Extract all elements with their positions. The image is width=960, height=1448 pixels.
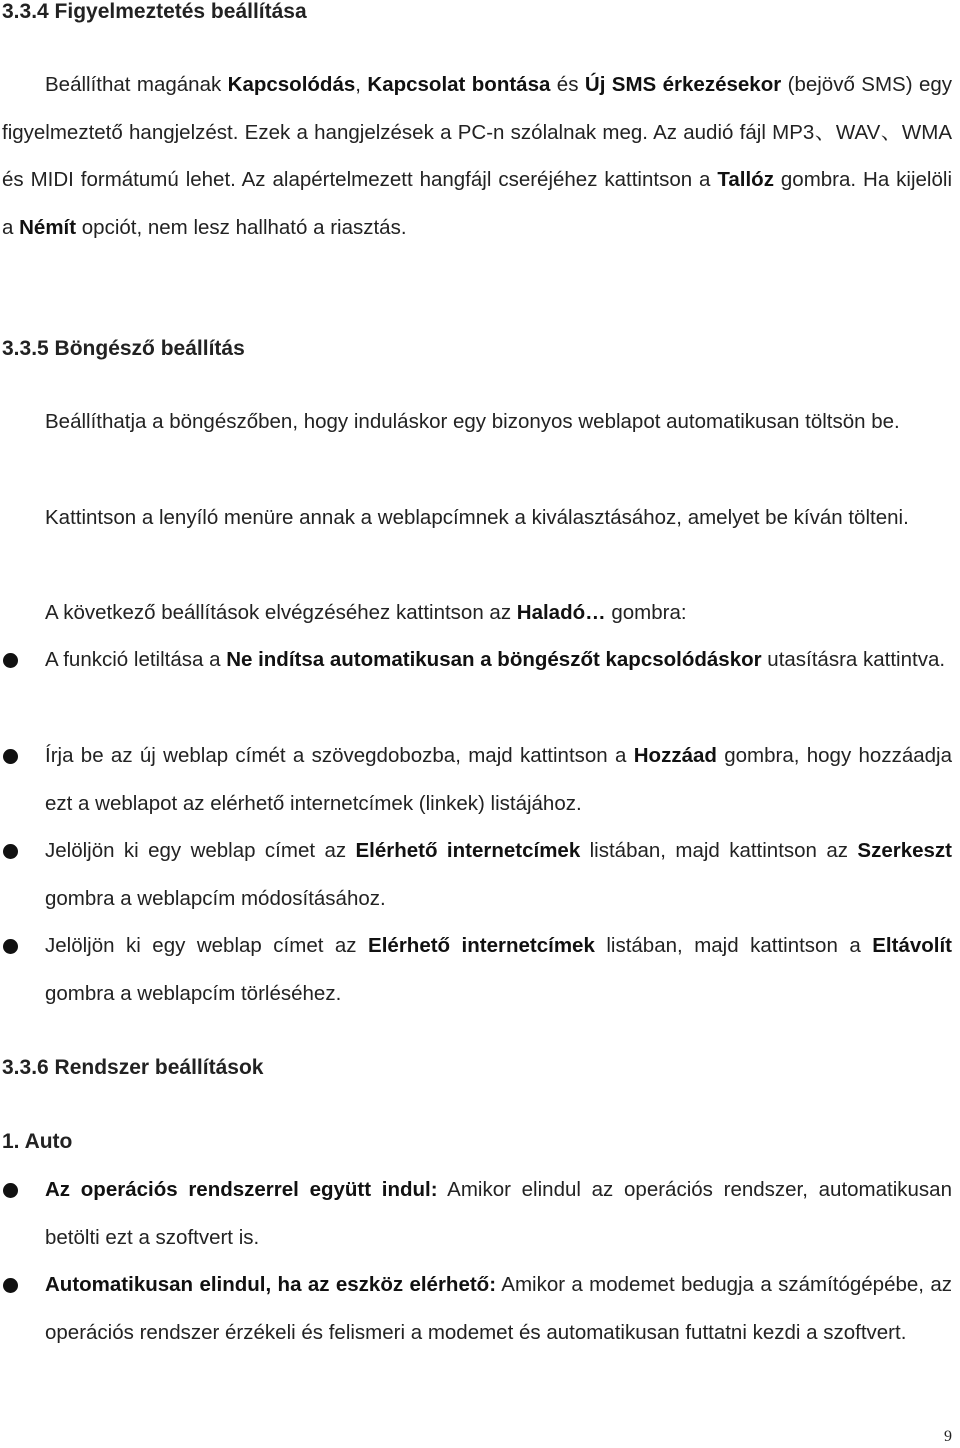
paragraph-bongeszo-1: Beállíthatja a böngészőben, hogy induláskor egy bizonyos weblapot automatikusan töltsön be. [45, 410, 900, 433]
list-item [0, 636, 952, 684]
subheading-auto: 1. Auto [2, 1130, 73, 1153]
list-item [0, 922, 952, 1017]
list-item-text: Automatikusan elindul, ha az eszköz elérhető: Amikor a modemet bedugja a számítógépébe, az operációs rendszer érzékeli és felismeri a modemet és automatikusan futtatni kezdi a szoftvert. [45, 1273, 952, 1344]
section-heading-rendszer: 3.3.6 Rendszer beállítások [2, 1056, 264, 1079]
paragraph-bongeszo-2: Kattintson a lenyíló menüre annak a weblapcímnek a kiválasztásához, amelyet be kíván tölteni. [45, 506, 909, 529]
paragraph-figyelmeztetes: Beállíthat magának Kapcsolódás, Kapcsolat bontása és Új SMS érkezésekor (bejövő SMS) egy figyelmeztető hangjelzést. Ezek a hangjelzések a PC-n szólalnak meg. Az audió fájl MP3、WAV、WMA és MIDI formátumú lehet. Az alapértelmezett hangfájl cseréjéhez kattintson a Tallóz gombra. Ha kijelöli a Némít opciót, nem lesz hallható a riasztás. [2, 73, 953, 239]
list-item-text: Jelöljön ki egy weblap címet az Elérhető internetcímek listában, majd kattintson a Eltávolít gombra a weblapcím törléséhez. [45, 934, 952, 1005]
list-item-text: Írja be az új weblap címét a szövegdobozba, majd kattintson a Hozzáad gombra, hogy hozzáadja ezt a weblapot az elérhető internetcímek (linkek) listájához. [45, 744, 952, 815]
list-item [0, 827, 952, 922]
section-heading-figyelmeztetes: 3.3.4 Figyelmeztetés beállítása [2, 0, 307, 23]
list-item-text: A funkció letiltása a Ne indítsa automatikusan a böngészőt kapcsolódáskor utasításra kattintva. [45, 648, 946, 671]
list-item [0, 732, 952, 827]
bullet-icon [3, 653, 18, 668]
list-item-text: Az operációs rendszerrel együtt indul: Amikor elindul az operációs rendszer, automatikusan betölti ezt a szoftvert is. [45, 1178, 952, 1249]
section-heading-bongeszo: 3.3.5 Böngésző beállítás [2, 337, 245, 360]
bullet-icon [3, 749, 18, 764]
page-number: 9 [944, 1428, 952, 1445]
bullet-icon [3, 1183, 18, 1198]
bullet-icon [3, 1278, 18, 1293]
list-item [0, 1261, 952, 1356]
bullet-icon [3, 939, 18, 954]
list-item [0, 1166, 952, 1261]
list-item-text: Jelöljön ki egy weblap címet az Elérhető internetcímek listában, majd kattintson az Szerkeszt gombra a weblapcím módosításához. [45, 839, 952, 910]
paragraph-bongeszo-3: A következő beállítások elvégzéséhez kattintson az Haladó… gombra: [45, 601, 687, 624]
bullet-icon [3, 844, 18, 859]
